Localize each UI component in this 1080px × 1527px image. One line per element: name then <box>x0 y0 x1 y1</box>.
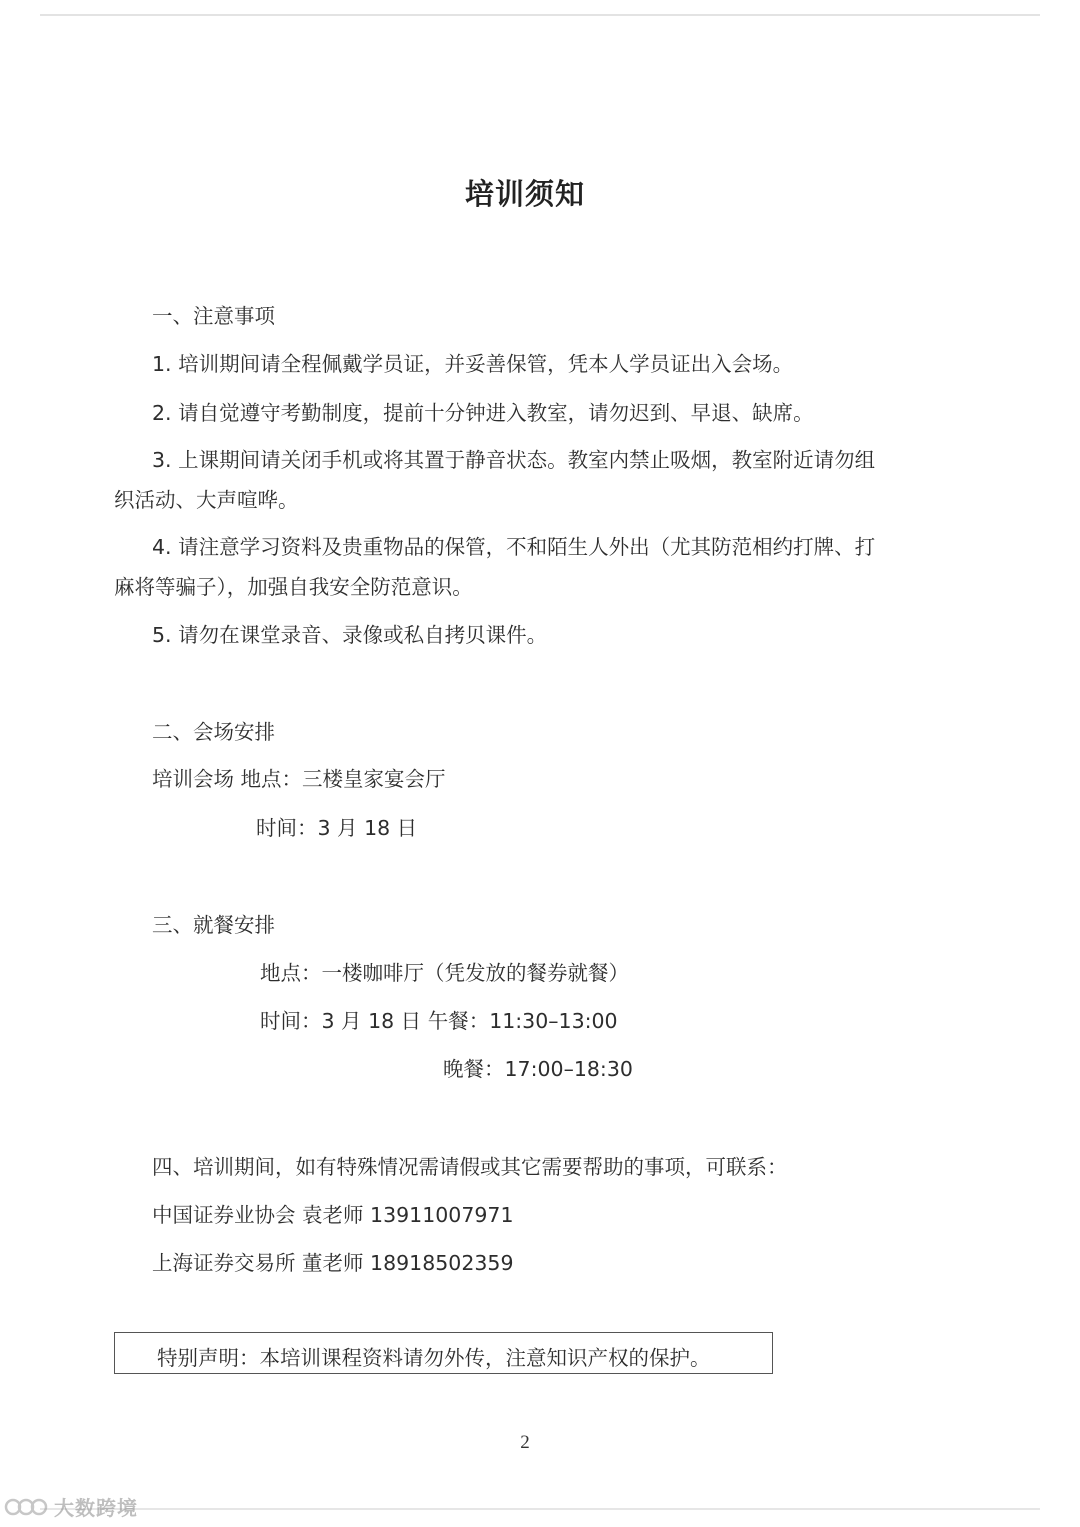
note-item-3-line-1: 3. 上课期间请关闭手机或将其置于静音状态。教室内禁止吸烟，教室附近请勿组 <box>152 448 876 472</box>
special-notice-box <box>114 1332 773 1374</box>
special-notice-text: 特别声明：本培训课程资料请勿外传，注意知识产权的保护。 <box>157 1346 711 1370</box>
contact-sac: 中国证券业协会 袁老师 13911007971 <box>152 1203 514 1227</box>
note-item-4-line-1: 4. 请注意学习资料及贵重物品的保管，不和陌生人外出（尤其防范相约打牌、打 <box>152 535 876 559</box>
venue-time: 时间：3 月 18 日 <box>256 816 418 840</box>
note-item-2: 2. 请自觉遵守考勤制度，提前十分钟进入教室，请勿迟到、早退、缺席。 <box>152 401 814 425</box>
section-heading-notes: 一、注意事项 <box>152 304 275 328</box>
watermark-logo-icon <box>4 1496 48 1518</box>
contact-sse: 上海证券交易所 董老师 18918502359 <box>152 1251 514 1275</box>
dining-location: 地点：一楼咖啡厅（凭发放的餐券就餐） <box>260 961 629 985</box>
page-number: 2 <box>520 1432 530 1453</box>
section-heading-dining: 三、就餐安排 <box>152 913 275 937</box>
watermark <box>4 1492 138 1521</box>
section-heading-contacts: 四、培训期间，如有特殊情况需请假或其它需要帮助的事项，可联系： <box>152 1155 788 1179</box>
venue-location: 培训会场 地点：三楼皇家宴会厅 <box>152 767 446 791</box>
note-item-3-line-2: 织活动、大声喧哗。 <box>114 488 299 512</box>
note-item-5: 5. 请勿在课堂录音、录像或私自拷贝课件。 <box>152 623 548 647</box>
note-item-1: 1. 培训期间请全程佩戴学员证，并妥善保管，凭本人学员证出入会场。 <box>152 352 794 376</box>
dining-dinner: 晚餐：17:00–18:30 <box>443 1057 633 1081</box>
dining-time-lunch: 时间：3 月 18 日 午餐：11:30–13:00 <box>260 1009 618 1033</box>
note-item-4-line-2: 麻将等骗子），加强自我安全防范意识。 <box>114 575 473 599</box>
watermark-text: 大数跨境 <box>54 1496 138 1520</box>
bottom-divider <box>40 1508 1040 1510</box>
page-title: 培训须知 <box>464 177 585 211</box>
top-divider <box>40 14 1040 16</box>
section-heading-venue: 二、会场安排 <box>152 720 275 744</box>
